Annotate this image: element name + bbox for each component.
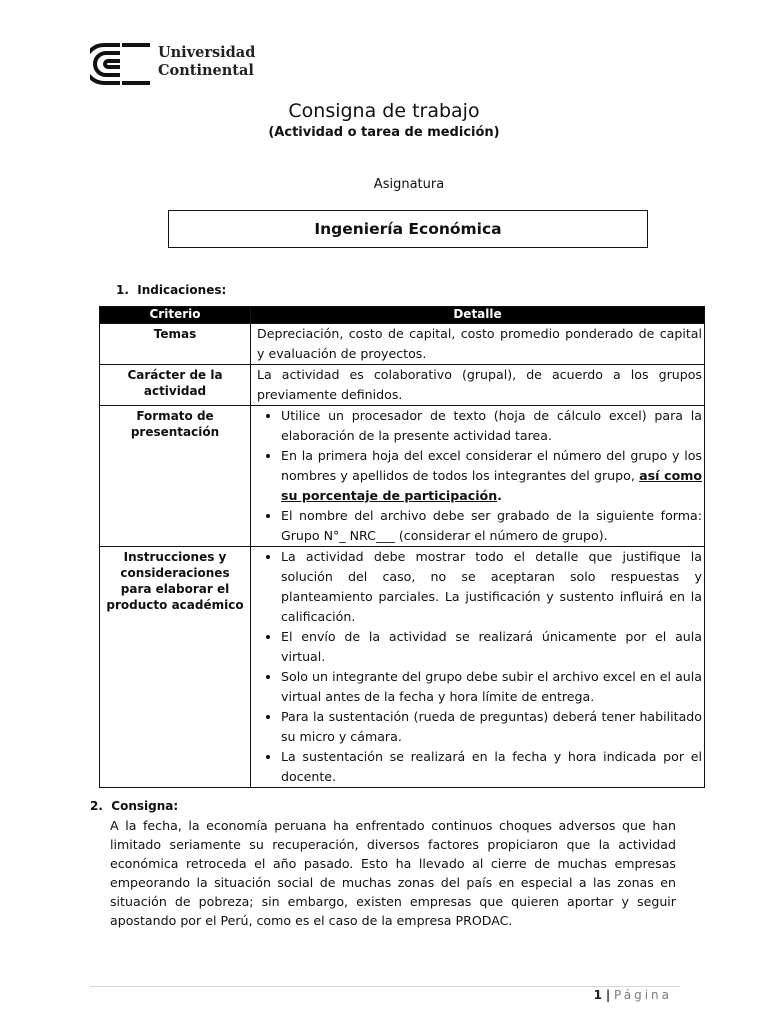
subject-label: Asignatura: [373, 177, 445, 192]
table-header-row: [100, 307, 705, 324]
list-item: • En la primera hoja del excel considerar el número del grupo y los nombres y apellidos de todos los integrantes del grupo, así como su porcentaje de participación.: [281, 446, 702, 506]
bullet-list: [257, 547, 702, 787]
university-logo: [90, 40, 256, 86]
list-item: • La sustentación se realizará en la fecha y hora indicada por el docente.: [281, 747, 702, 787]
page-number: 1: [593, 988, 602, 1002]
criterio-cell: Instrucciones y consideraciones para elaborar el producto académico: [100, 547, 251, 788]
logo-mark-icon: [90, 42, 150, 86]
section-heading-consigna: 2. Consigna:: [90, 799, 179, 813]
list-item: • Para la sustentación (rueda de preguntas) deberá tener habilitado su micro y cámara.: [281, 707, 702, 747]
criteria-table: [99, 306, 705, 788]
emphasis-text: así como su porcentaje de participación: [281, 468, 703, 503]
section-heading-indicaciones: 1. Indicaciones:: [116, 283, 227, 297]
table-row: [100, 406, 705, 547]
list-item: • La actividad debe mostrar todo el detalle que justifique la solución del caso, no se aceptaran solo respuestas y planteamiento parciales. La justificación y sustento influirá en la calificación.: [281, 547, 702, 627]
table-row: [100, 547, 705, 788]
footer-divider: [90, 986, 680, 987]
consigna-paragraph: A la fecha, la economía peruana ha enfrentado continuos choques adversos que han limitado seriamente su recuperación, diversos factores propiciaron que la actividad económica retroceda el año pasado. Esto ha llevado al cierre de muchas empresas empeorando la situación social de muchas zonas del país en especial a las zonas en situación de pobreza; sin embargo, existen empresas que quieren aportar y seguir apostando por el Perú, como es el caso de la empresa PRODAC.: [110, 818, 676, 928]
criterio-cell: Temas: [100, 324, 251, 365]
page-subtitle: (Actividad o tarea de medición): [268, 125, 500, 140]
detalle-cell: La actividad es colaborativo (grupal), de acuerdo a los grupos previamente definidos.: [251, 365, 705, 406]
table-row: [100, 324, 705, 365]
criterio-cell: Formato de presentación: [100, 406, 251, 547]
criterio-cell: Carácter de la actividad: [100, 365, 251, 406]
list-item: • El envío de la actividad se realizará únicamente por el aula virtual.: [281, 627, 702, 667]
logo-text: Universidad Continental: [158, 44, 256, 79]
page-title: Consigna de trabajo: [288, 100, 480, 122]
column-header-detalle: Detalle: [251, 307, 705, 324]
detalle-cell: [251, 547, 705, 788]
page-word: Página: [614, 988, 672, 1002]
subject-box: [168, 210, 648, 248]
footer-separator: |: [605, 988, 611, 1002]
subject-name: Ingeniería Económica: [314, 220, 502, 238]
bullet-list: [257, 406, 702, 546]
detalle-cell: [251, 406, 705, 547]
page-footer: [594, 988, 672, 1002]
table-row: [100, 365, 705, 406]
list-item: • El nombre del archivo debe ser grabado de la siguiente forma: Grupo N°_ NRC___ (considerar el número de grupo).: [281, 506, 702, 546]
column-header-criterio: Criterio: [100, 307, 251, 324]
list-item: • Solo un integrante del grupo debe subir el archivo excel en el aula virtual antes de la fecha y hora límite de entrega.: [281, 667, 702, 707]
list-item: • Utilice un procesador de texto (hoja de cálculo excel) para la elaboración de la presente actividad tarea.: [281, 406, 702, 446]
detalle-cell: Depreciación, costo de capital, costo promedio ponderado de capital y evaluación de proyectos.: [251, 324, 705, 365]
